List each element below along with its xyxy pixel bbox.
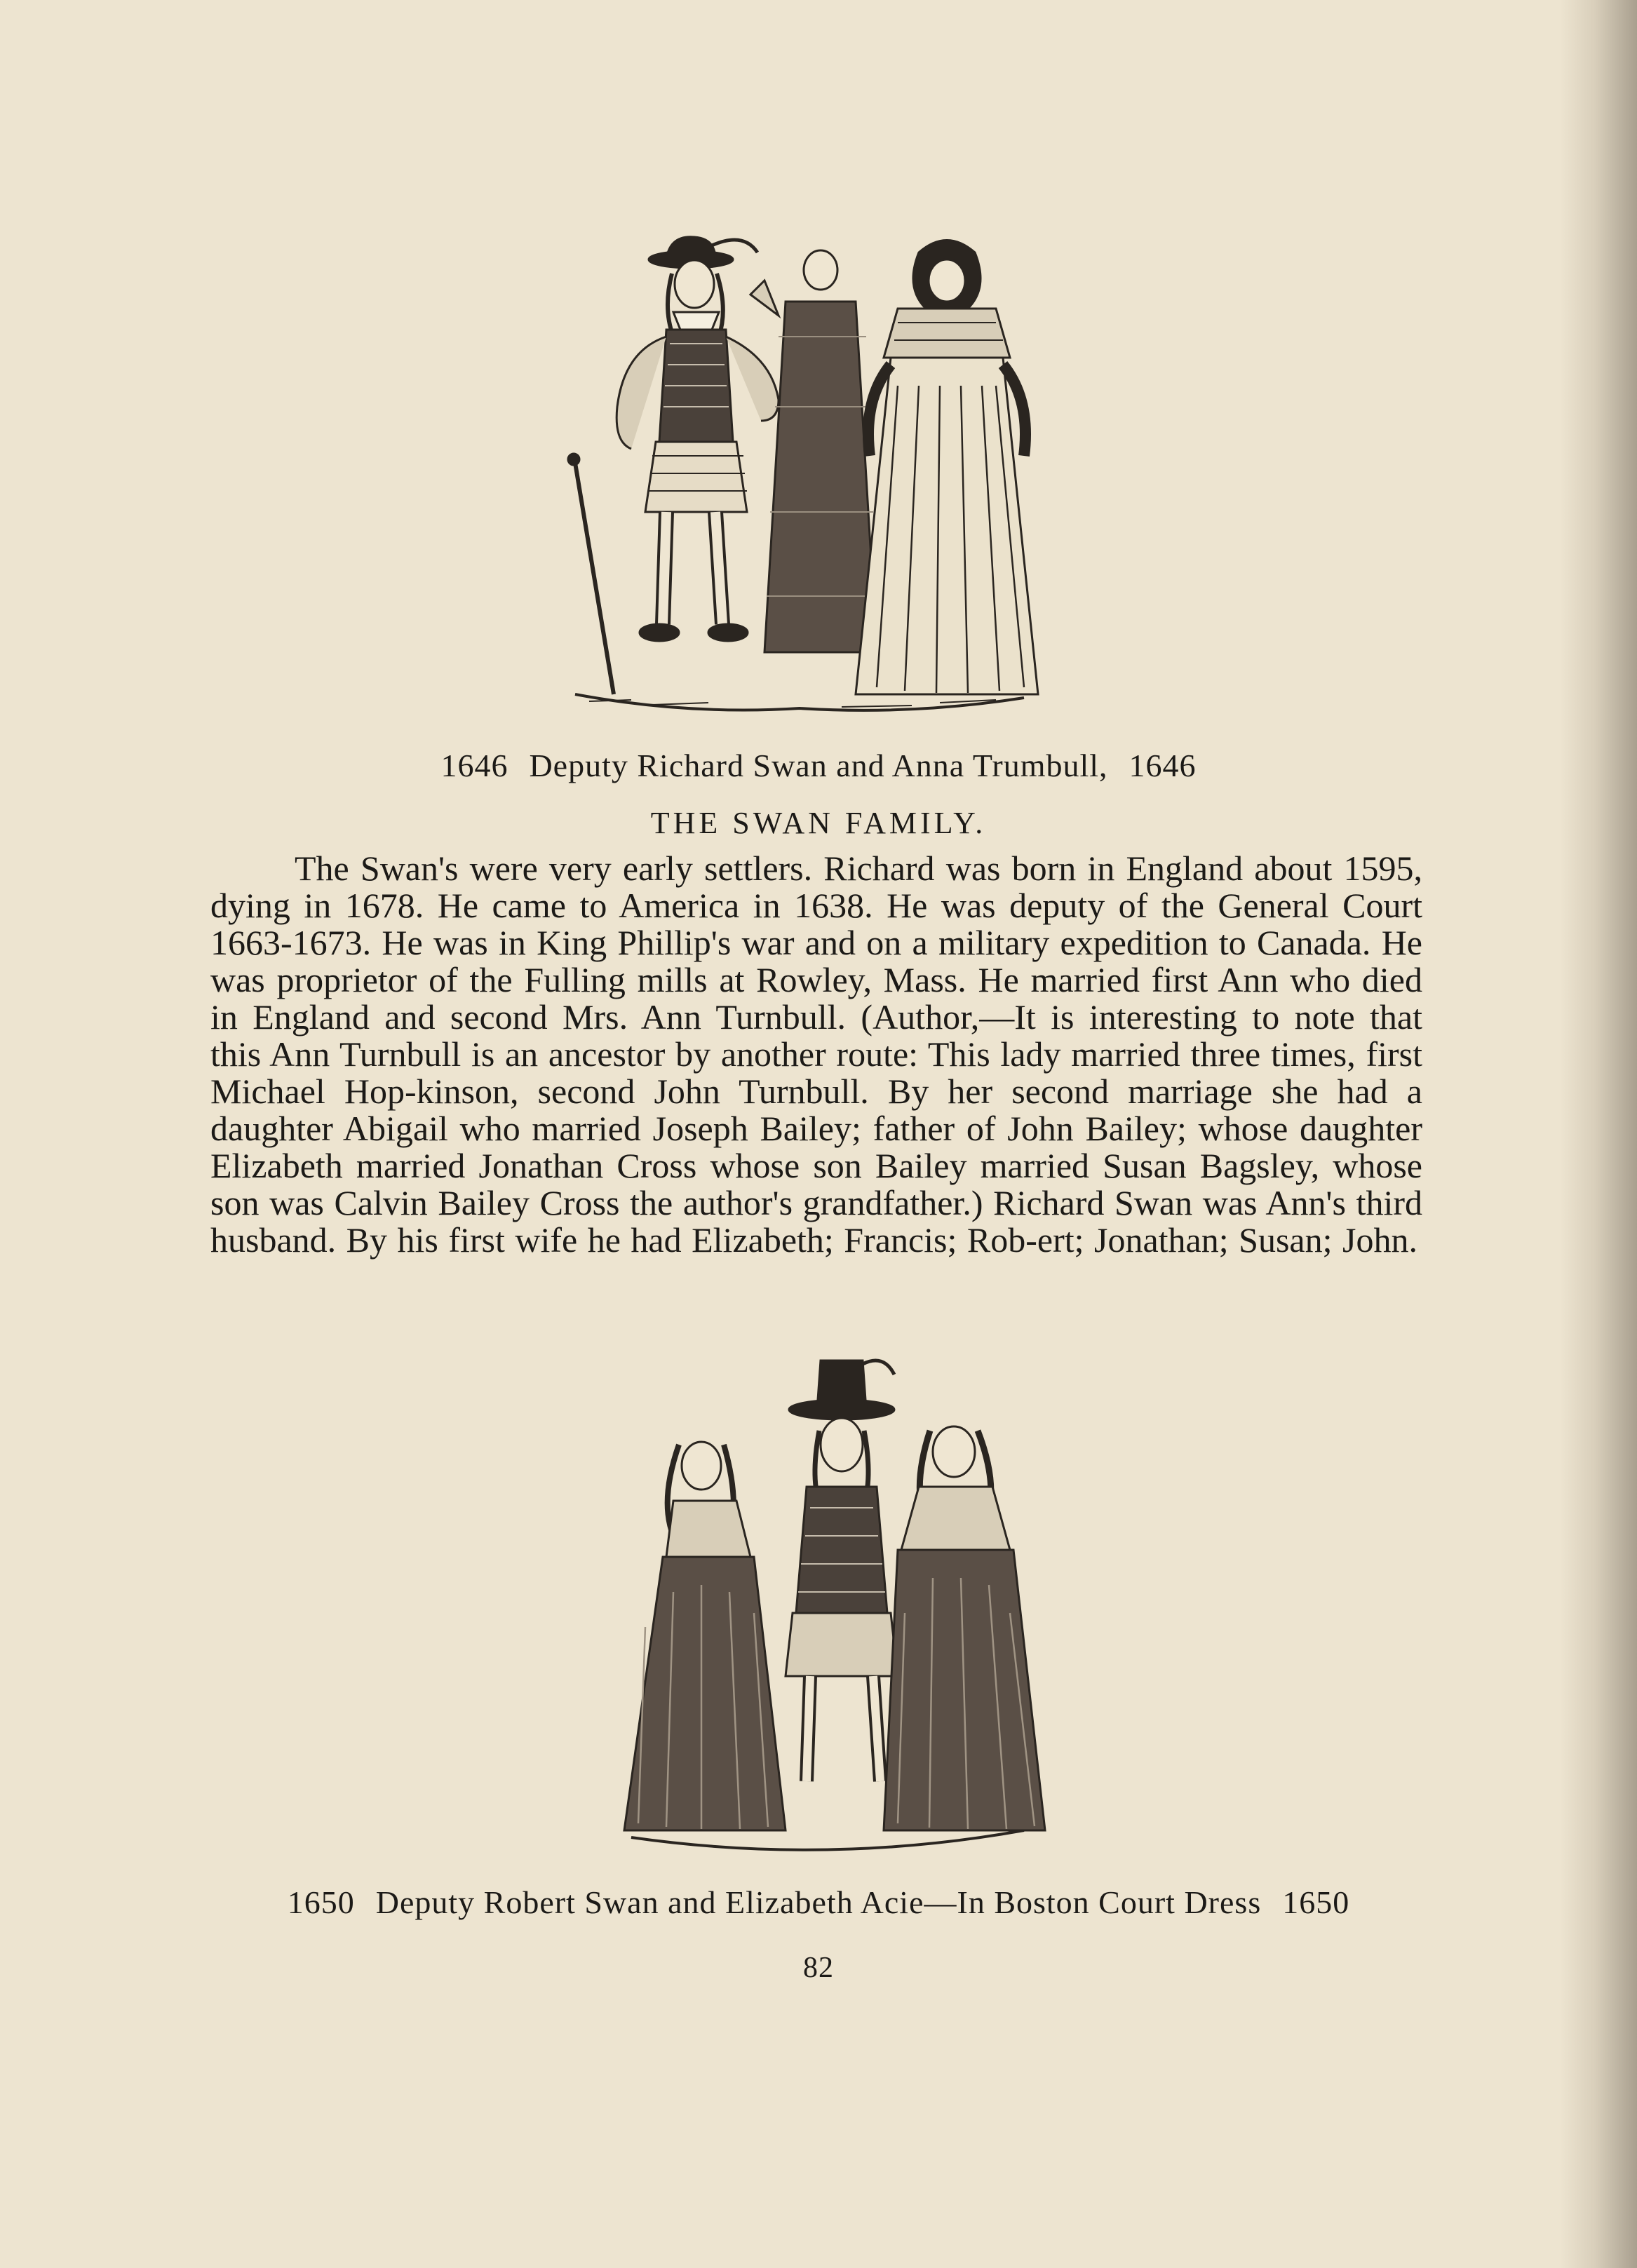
caption-year-left: 1646: [440, 748, 508, 783]
page-number: 82: [803, 1952, 834, 1984]
caption-year-right: 1650: [1282, 1884, 1350, 1920]
bottom-illustration-caption: [0, 1884, 1637, 1921]
caption-year-right: 1646: [1129, 748, 1197, 783]
page-gutter-shadow: [1560, 0, 1637, 2268]
body-paragraph: The Swan's were very early settlers. Richard was born in England about 1595, dying in 1678. He came to America in 1638. He was deputy of the General Court 1663-1673. He was in King Phillip's war and on a military expedition to Canada. He was proprietor of the Fulling mills at Rowley, Mass. He married first Ann who died in England and second Mrs. Ann Turnbull. (Author,—It is interesting to note that this Ann Turnbull is an ancestor by another route: This lady married three times, first Michael Hop-kinson, second John Turnbull. By her second marriage she had a daughter Abigail who married Joseph Bailey; father of John Bailey; whose daughter Elizabeth married Jonathan Cross whose son Bailey married Susan Bagsley, whose son was Calvin Bailey Cross the author's grandfather.) Richard Swan was Ann's third husband. By his first wife he had Elizabeth; Francis; Rob-ert; Jonathan; Susan; John.: [210, 849, 1422, 1260]
caption-text: Deputy Robert Swan and Elizabeth Acie—In Boston Court Dress: [375, 1884, 1262, 1920]
illustration-richard-swan-anna-trumbull: [547, 231, 1052, 722]
top-illustration-caption: [0, 747, 1637, 784]
caption-year-left: 1650: [287, 1884, 355, 1920]
body-text: [210, 850, 1422, 1259]
illustration-robert-swan-elizabeth-acie: [617, 1346, 1052, 1865]
section-heading: THE SWAN FAMILY.: [650, 806, 987, 840]
caption-text: Deputy Richard Swan and Anna Trumbull,: [529, 748, 1108, 783]
